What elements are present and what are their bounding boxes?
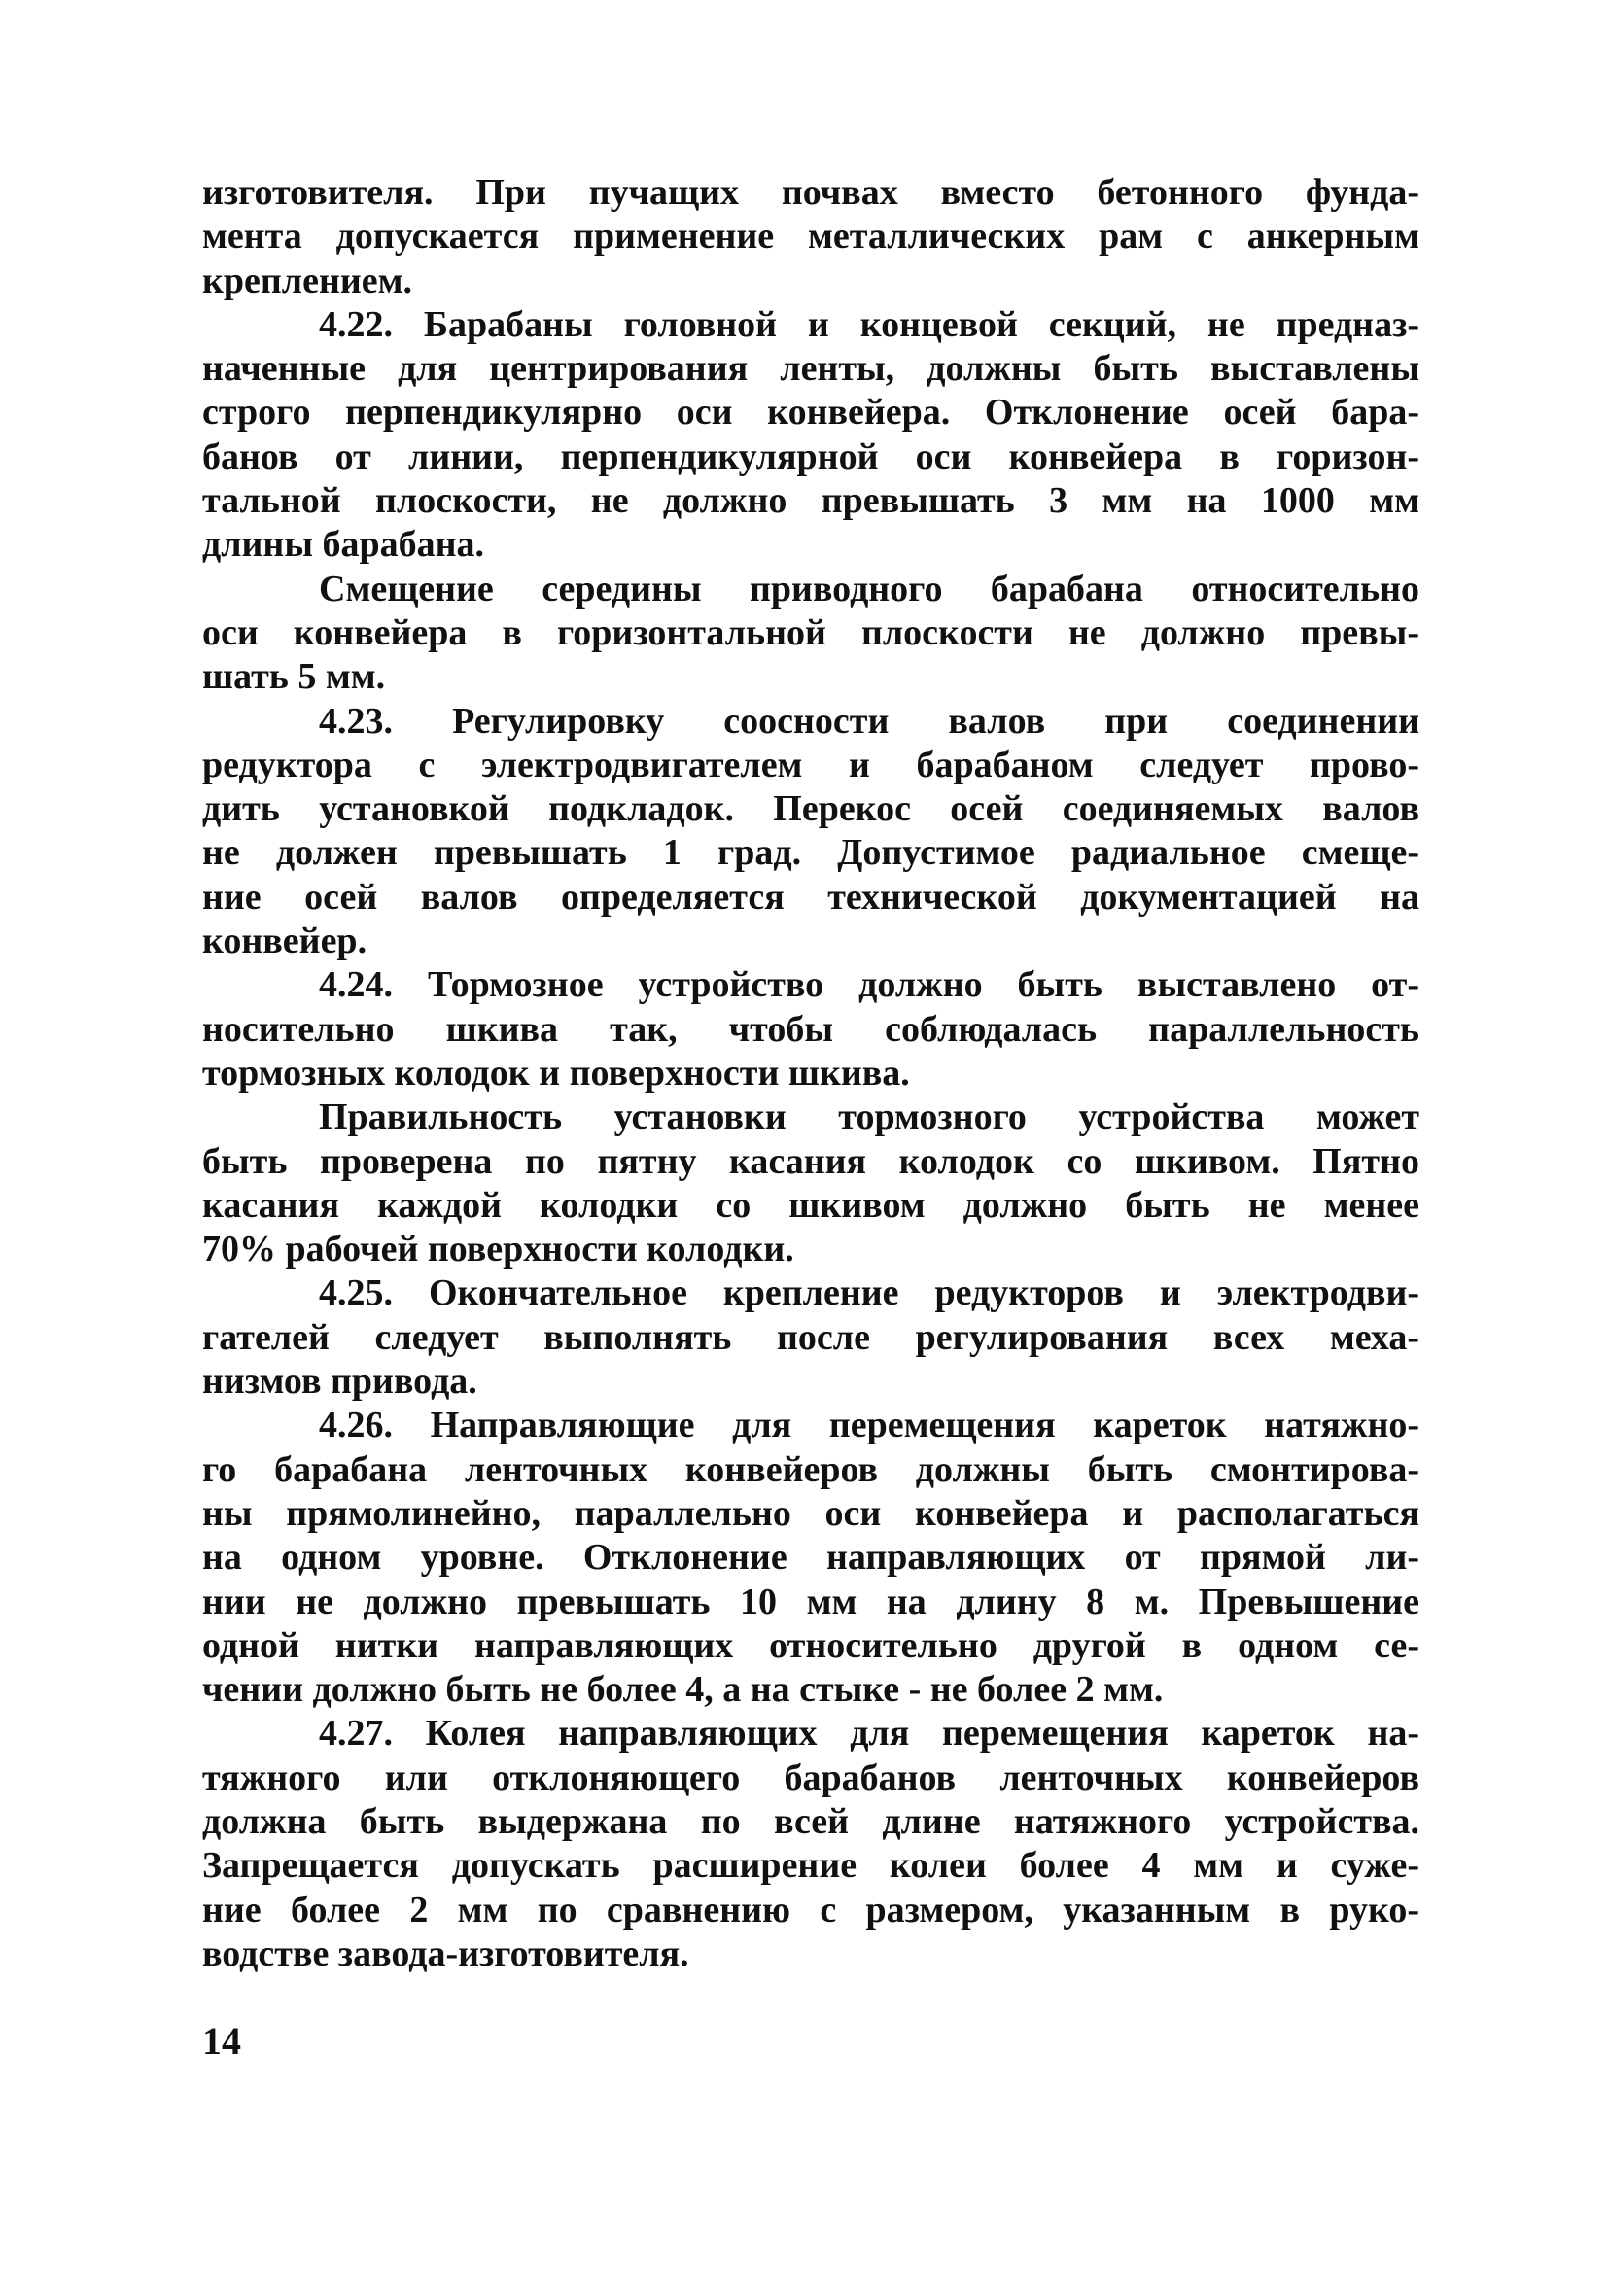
text-line: гателей следует выполнять после регулирования всех меха- xyxy=(202,1316,1419,1358)
text-line: оси конвейера в горизонтальной плоскости не должно превы- xyxy=(202,611,1419,653)
paragraph-4-25 xyxy=(202,1271,1419,1404)
paragraph-brake-check xyxy=(202,1096,1419,1271)
text-line: конвейер. xyxy=(202,921,367,962)
text-line: креплением. xyxy=(202,260,413,301)
text-line: 4.27. Колея направляющих для перемещения кареток на- xyxy=(319,1713,1419,1755)
text-line: чении должно быть не более 4, а на стыке - не более 2 мм. xyxy=(202,1669,1164,1711)
text-line: касания каждой колодки со шкивом должно быть не менее xyxy=(202,1184,1419,1226)
text-line: ние более 2 мм по сравнению с размером, указанным в руко- xyxy=(202,1889,1419,1931)
text-line: 4.24. Тормозное устройство должно быть выставлено от- xyxy=(319,964,1419,1006)
text-line: длины барабана. xyxy=(202,524,485,566)
text-line: тяжного или отклоняющего барабанов ленточных конвейеров xyxy=(202,1757,1419,1798)
text-line: 4.22. Барабаны головной и концевой секций, не предназ- xyxy=(319,303,1419,345)
paragraph-continuation xyxy=(202,171,1419,303)
text-line: ны прямолинейно, параллельно оси конвейера и располагаться xyxy=(202,1492,1419,1534)
text-line: одной нитки направляющих относительно другой в одном се- xyxy=(202,1624,1419,1666)
text-line: дить установкой подкладок. Перекос осей соединяемых валов xyxy=(202,788,1419,830)
text-line: нии не должно превышать 10 мм на длину 8 м. Превышение xyxy=(202,1581,1419,1622)
document-body xyxy=(202,171,1419,1976)
text-line: банов от линии, перпендикулярной оси конвейера в горизон- xyxy=(202,435,1419,477)
paragraph-4-26 xyxy=(202,1404,1419,1712)
text-line: не должен превышать 1 град. Допустимое радиальное смеще- xyxy=(202,832,1419,874)
text-line: низмов привода. xyxy=(202,1361,477,1403)
paragraph-4-27 xyxy=(202,1712,1419,1976)
text-line: на одном уровне. Отклонение направляющих от прямой ли- xyxy=(202,1537,1419,1579)
paragraph-4-23 xyxy=(202,700,1419,964)
text-line: редуктора с электродвигателем и барабаном следует прово- xyxy=(202,744,1419,785)
text-line: 4.25. Окончательное крепление редукторов и электродви- xyxy=(319,1272,1419,1314)
text-line: Правильность установки тормозного устройства может xyxy=(319,1096,1419,1138)
page-number: 14 xyxy=(202,2019,241,2063)
text-line: шать 5 мм. xyxy=(202,656,386,698)
text-line: мента допускается применение металлических рам с анкерным xyxy=(202,216,1419,258)
text-line: ние осей валов определяется технической документацией на xyxy=(202,876,1419,918)
text-line: Смещение середины приводного барабана относительно xyxy=(319,568,1419,609)
text-line: строго перпендикулярно оси конвейера. Отклонение осей бара- xyxy=(202,392,1419,434)
text-line: 4.23. Регулировку соосности валов при соединении xyxy=(319,700,1419,742)
paragraph-4-22 xyxy=(202,303,1419,568)
text-line: водстве завода-изготовителя. xyxy=(202,1932,689,1974)
paragraph-4-24 xyxy=(202,963,1419,1096)
text-line: го барабана ленточных конвейеров должны быть смонтирова- xyxy=(202,1448,1419,1490)
text-line: изготовителя. При пучащих почвах вместо бетонного фунда- xyxy=(202,172,1419,213)
text-line: 70% рабочей поверхности колодки. xyxy=(202,1229,794,1270)
text-line: тормозных колодок и поверхности шкива. xyxy=(202,1052,910,1094)
text-line: наченные для центрирования ленты, должны быть выставлены xyxy=(202,348,1419,390)
text-line: носительно шкива так, чтобы соблюдалась параллельность xyxy=(202,1008,1419,1050)
text-line: быть проверена по пятну касания колодок со шкивом. Пятно xyxy=(202,1140,1419,1182)
text-line: Запрещается допускать расширение колеи более 4 мм и суже- xyxy=(202,1845,1419,1887)
paragraph-drum-offset xyxy=(202,568,1419,700)
text-line: тальной плоскости, не должно превышать 3 мм на 1000 мм xyxy=(202,480,1419,522)
text-line: 4.26. Направляющие для перемещения кареток натяжно- xyxy=(319,1405,1419,1446)
text-line: должна быть выдержана по всей длине натяжного устройства. xyxy=(202,1800,1419,1842)
